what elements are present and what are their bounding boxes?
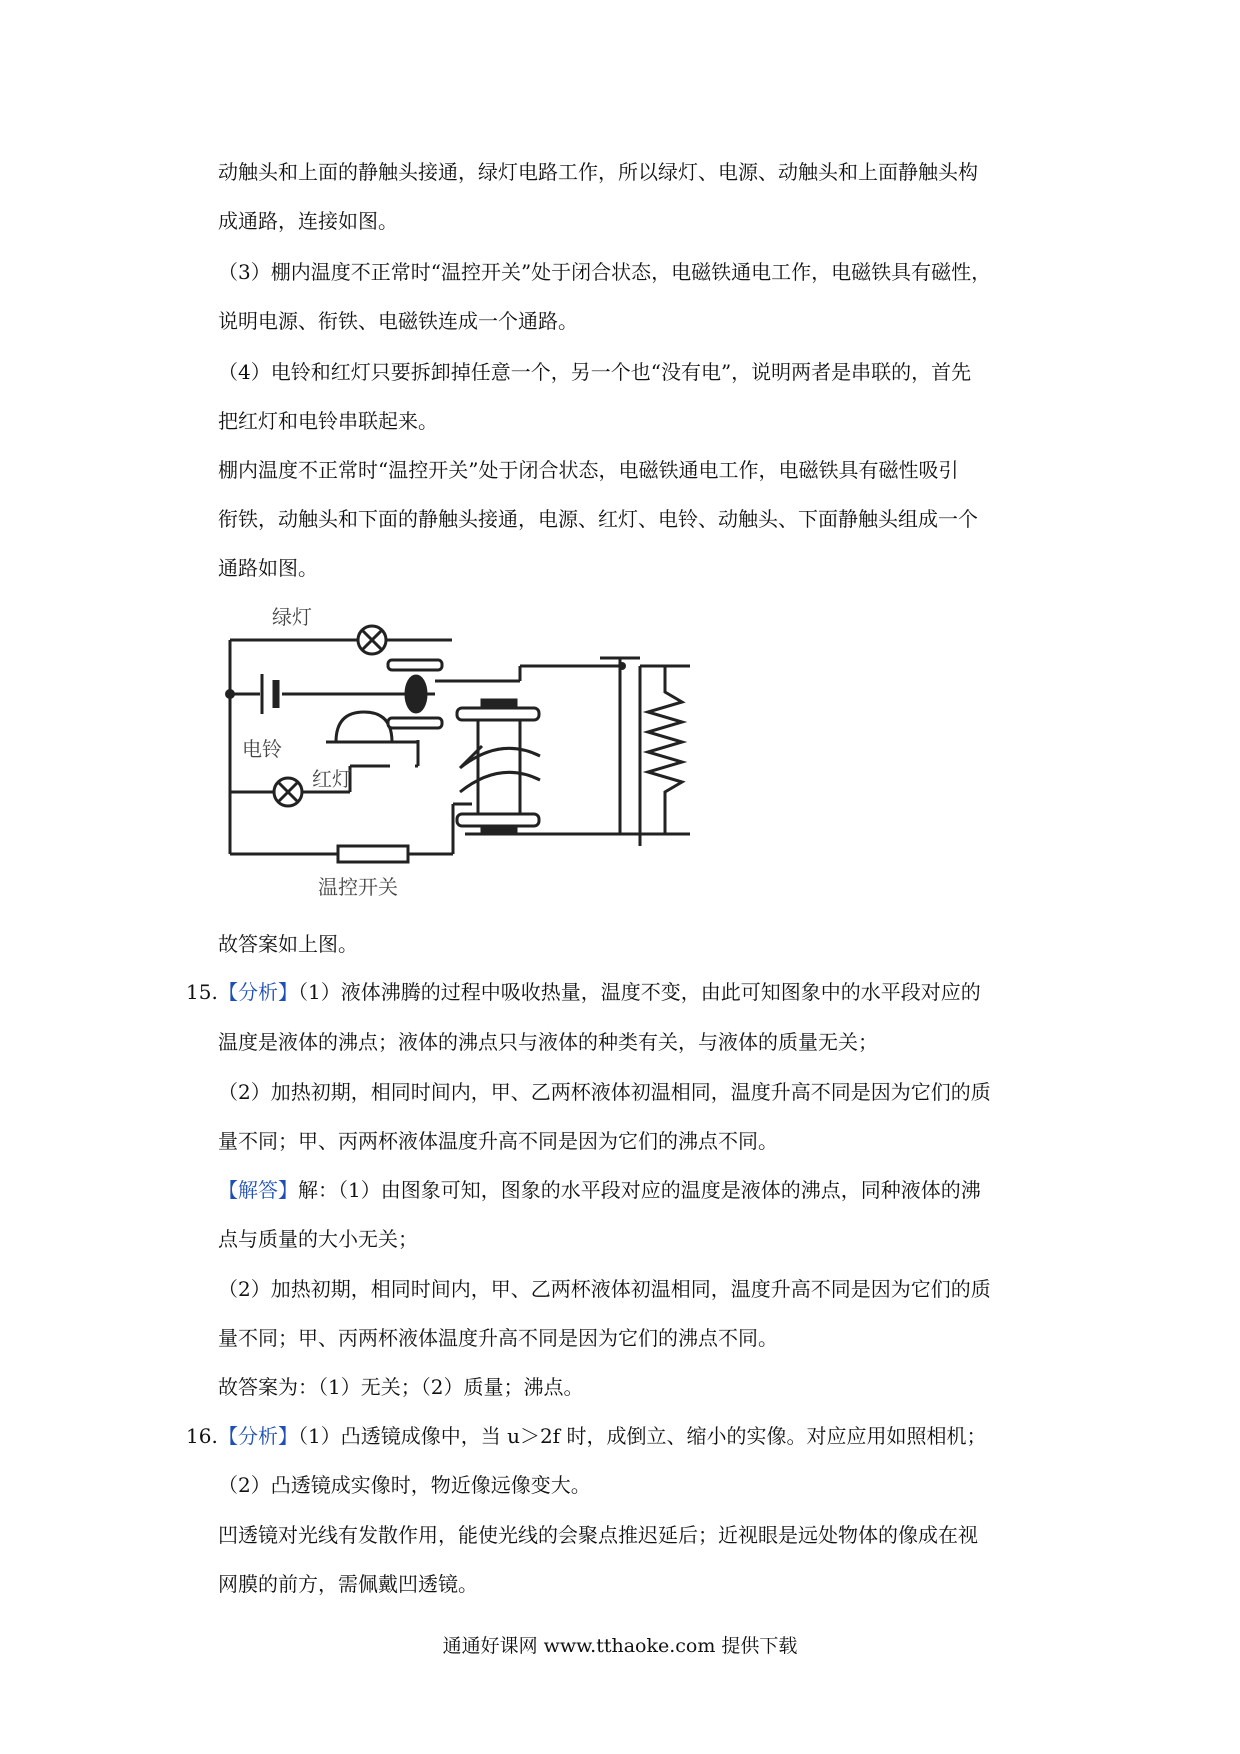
- text-line: 量不同；甲、丙两杯液体温度升高不同是因为它们的沸点不同。: [218, 1129, 778, 1153]
- question-number: 16.: [186, 1424, 218, 1448]
- text-line: 棚内温度不正常时“温控开关”处于闭合状态，电磁铁通电工作，电磁铁具有磁性吸引: [218, 458, 959, 482]
- analysis-tag: 【分析】: [218, 1424, 298, 1448]
- circuit-diagram: [220, 596, 740, 908]
- answer-paragraph: [218, 1176, 981, 1204]
- electromagnet-icon: [457, 700, 540, 832]
- analysis-paragraph: [218, 1422, 986, 1450]
- text-line: 温度是液体的沸点；液体的沸点只与液体的种类有关，与液体的质量无关；: [218, 1030, 878, 1054]
- final-answer: 故答案为：（1）无关；（2）质量；沸点。: [218, 1375, 584, 1399]
- text-line: （3）棚内温度不正常时“温控开关”处于闭合状态，电磁铁通电工作，电磁铁具有磁性，: [218, 260, 992, 284]
- text-line: 把红灯和电铃串联起来。: [218, 409, 438, 433]
- answer-tag: 【解答】: [218, 1178, 298, 1202]
- analysis-tag: 【分析】: [218, 980, 298, 1004]
- red-lamp-icon: [274, 778, 302, 806]
- switch-label: 温控开关: [318, 875, 398, 899]
- question-number: 15.: [186, 980, 218, 1004]
- answer-text: 解：（1）由图象可知，图象的水平段对应的温度是液体的沸点，同种液体的沸: [298, 1178, 981, 1202]
- analysis-text: （1）凸透镜成像中，当 u＞2f 时，成倒立、缩小的实像。对应应用如照相机；: [298, 1424, 987, 1448]
- switch-icon: [338, 846, 408, 862]
- text-line: 凹透镜对光线有发散作用，能使光线的会聚点推迟延后；近视眼是远处物体的像成在视: [218, 1523, 978, 1547]
- text-line: 衔铁，动触头和下面的静触头接通，电源、红灯、电铃、动触头、下面静触头组成一个: [218, 507, 978, 531]
- text-line: 成通路，连接如图。: [218, 209, 398, 233]
- analysis-paragraph: [218, 978, 981, 1006]
- red-lamp-label: 红灯: [312, 767, 352, 791]
- page-footer: 通通好课网 www.tthaoke.com 提供下载: [442, 1635, 798, 1657]
- bell-label: 电铃: [242, 737, 282, 761]
- text-line: （4）电铃和红灯只要拆卸掉任意一个，另一个也“没有电”，说明两者是串联的，首先: [218, 360, 972, 384]
- text-line: （2）凸透镜成实像时，物近像远像变大。: [218, 1473, 591, 1497]
- text-line: 点与质量的大小无关；: [218, 1227, 418, 1251]
- text-line: 通路如图。: [218, 556, 318, 580]
- text-line: 网膜的前方，需佩戴凹透镜。: [218, 1572, 478, 1596]
- text-line: 量不同；甲、丙两杯液体温度升高不同是因为它们的沸点不同。: [218, 1326, 778, 1350]
- text-line: （2）加热初期，相同时间内，甲、乙两杯液体初温相同，温度升高不同是因为它们的质: [218, 1277, 991, 1301]
- green-lamp-icon: [358, 626, 386, 654]
- green-lamp-label: 绿灯: [272, 605, 312, 629]
- text-line: 动触头和上面的静触头接通，绿灯电路工作，所以绿灯、电源、动触头和上面静触头构: [218, 160, 978, 184]
- analysis-text: （1）液体沸腾的过程中吸收热量，温度不变，由此可知图象中的水平段对应的: [298, 980, 981, 1004]
- text-line: （2）加热初期，相同时间内，甲、乙两杯液体初温相同，温度升高不同是因为它们的质: [218, 1080, 991, 1104]
- text-line: 说明电源、衔铁、电磁铁连成一个通路。: [218, 309, 578, 333]
- text-line: 故答案如上图。: [218, 932, 358, 956]
